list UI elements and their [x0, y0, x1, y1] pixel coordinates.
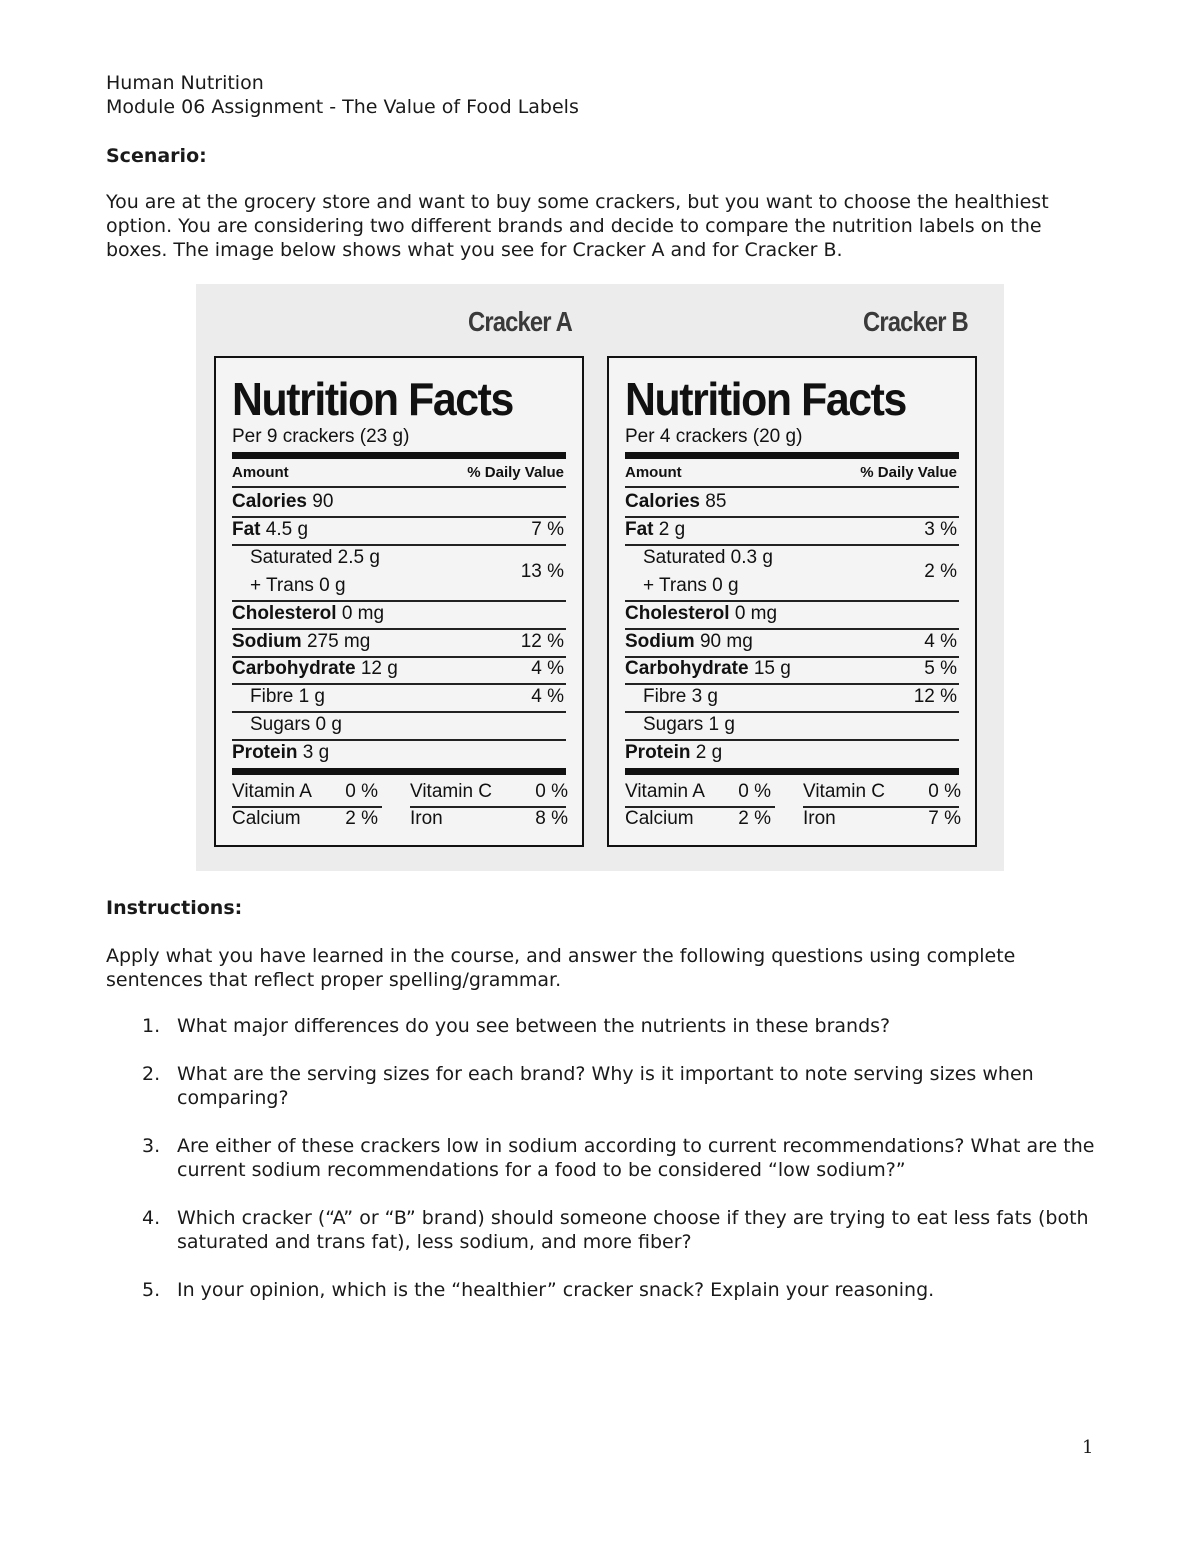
- trans-row: [250, 575, 566, 597]
- sodium-value: 275 mg: [306, 631, 371, 652]
- cholesterol-row: [625, 603, 959, 625]
- protein-row: [625, 742, 959, 764]
- carbohydrate-value: 12 g: [360, 658, 398, 679]
- question-list: [106, 1014, 1096, 1326]
- calcium-value: 2 %: [345, 808, 378, 829]
- fibre-row: [250, 686, 566, 708]
- calories-row: [232, 491, 566, 513]
- carbohydrate-label: Carbohydrate: [232, 658, 361, 679]
- cracker-a-title: Cracker A: [468, 306, 572, 337]
- trans-value: + Trans 0 g: [250, 575, 346, 596]
- trans-row: [643, 575, 959, 597]
- divider: [232, 711, 566, 713]
- iron-value: 7 %: [928, 808, 961, 829]
- question-text: What major differences do you see between the nutrients in these brands?: [177, 1015, 891, 1037]
- carbohydrate-dv: 4 %: [531, 658, 564, 679]
- divider: [625, 768, 959, 775]
- cholesterol-label: Cholesterol: [625, 603, 735, 624]
- protein-label: Protein: [232, 742, 303, 763]
- fibre-row: [643, 686, 959, 708]
- sodium-label: Sodium: [625, 631, 700, 652]
- nutrition-facts-title: Nutrition Facts: [232, 373, 513, 425]
- fat-row: [625, 519, 959, 541]
- vitamin-c-label: Vitamin C: [803, 781, 886, 802]
- sugars-value: Sugars 1 g: [643, 714, 735, 735]
- divider: [232, 486, 566, 488]
- calcium-row: [232, 808, 378, 830]
- question-item: [106, 1014, 1096, 1038]
- cholesterol-label: Cholesterol: [232, 603, 342, 624]
- cholesterol-row: [232, 603, 566, 625]
- iron-label: Iron: [410, 808, 443, 829]
- calcium-value: 2 %: [738, 808, 771, 829]
- question-text: In your opinion, which is the “healthier” cracker snack? Explain your reasoning.: [177, 1279, 935, 1301]
- sugars-value: Sugars 0 g: [250, 714, 342, 735]
- iron-row: [803, 808, 961, 830]
- course-name: Human Nutrition: [106, 72, 264, 94]
- nutrition-label-cracker-a: [214, 356, 584, 847]
- iron-label: Iron: [803, 808, 836, 829]
- calcium-label: Calcium: [232, 808, 301, 829]
- question-item: [106, 1062, 1096, 1110]
- divider: [232, 739, 566, 741]
- question-number: 3.: [142, 1135, 161, 1157]
- protein-value: 2 g: [695, 742, 723, 763]
- protein-label: Protein: [625, 742, 696, 763]
- question-item: [106, 1206, 1096, 1254]
- sodium-row: [232, 631, 566, 653]
- fat-value: 2 g: [658, 519, 686, 540]
- serving-size: Per 4 crackers (20 g): [625, 426, 803, 447]
- fat-dv: 3 %: [924, 519, 957, 540]
- question-number: 1.: [142, 1015, 161, 1037]
- cholesterol-value: 0 mg: [734, 603, 778, 624]
- vitamin-a-row: [625, 781, 771, 803]
- assignment-title: Module 06 Assignment - The Value of Food Labels: [106, 96, 579, 118]
- label-header-row: [625, 464, 959, 481]
- instructions-heading: Instructions:: [106, 897, 243, 919]
- divider: [625, 739, 959, 741]
- sat-trans-dv: 2 %: [924, 561, 957, 582]
- nutrition-labels-figure: [196, 284, 1004, 871]
- divider: [232, 768, 566, 775]
- sodium-dv: 12 %: [520, 631, 564, 652]
- cracker-b-title: Cracker B: [863, 306, 968, 337]
- vitamin-a-value: 0 %: [738, 781, 771, 802]
- daily-value-header: % Daily Value: [467, 464, 564, 481]
- protein-value: 3 g: [302, 742, 330, 763]
- serving-size: Per 9 crackers (23 g): [232, 426, 410, 447]
- fibre-dv: 4 %: [531, 686, 564, 707]
- divider: [232, 516, 566, 518]
- vitamin-c-label: Vitamin C: [410, 781, 493, 802]
- iron-value: 8 %: [535, 808, 568, 829]
- divider: [625, 486, 959, 488]
- question-number: 4.: [142, 1207, 161, 1229]
- page-number: 1: [1082, 1437, 1094, 1458]
- sugars-row: [643, 714, 959, 736]
- vitamin-c-row: [410, 781, 568, 803]
- amount-header: Amount: [625, 464, 682, 481]
- vitamin-a-label: Vitamin A: [625, 781, 705, 802]
- sodium-row: [625, 631, 959, 653]
- calories-label: Calories: [625, 491, 706, 512]
- divider: [625, 628, 959, 630]
- sodium-label: Sodium: [232, 631, 307, 652]
- saturated-row: [643, 547, 959, 569]
- sodium-dv: 4 %: [924, 631, 957, 652]
- fat-value: 4.5 g: [265, 519, 309, 540]
- scenario-heading: Scenario:: [106, 145, 207, 167]
- protein-row: [232, 742, 566, 764]
- calories-row: [625, 491, 959, 513]
- carbohydrate-value: 15 g: [753, 658, 791, 679]
- vitamin-a-row: [232, 781, 378, 803]
- iron-row: [410, 808, 568, 830]
- calcium-row: [625, 808, 771, 830]
- fibre-value: Fibre 3 g: [643, 686, 718, 707]
- calcium-label: Calcium: [625, 808, 694, 829]
- question-item: [106, 1278, 1096, 1302]
- vitamin-c-value: 0 %: [535, 781, 568, 802]
- saturated-row: [250, 547, 566, 569]
- divider: [625, 711, 959, 713]
- sugars-row: [250, 714, 566, 736]
- divider: [232, 683, 566, 685]
- divider: [625, 683, 959, 685]
- divider: [232, 544, 566, 546]
- saturated-value: Saturated 2.5 g: [250, 547, 380, 568]
- carbohydrate-row: [232, 658, 566, 680]
- divider: [232, 452, 566, 459]
- fat-label: Fat: [232, 519, 266, 540]
- vitamin-a-label: Vitamin A: [232, 781, 312, 802]
- question-text: Are either of these crackers low in sodium according to current recommendations? What are the current sodium recommendations for a food to be considered “low sodium?”: [177, 1135, 1095, 1181]
- calories-label: Calories: [232, 491, 313, 512]
- fat-dv: 7 %: [531, 519, 564, 540]
- divider: [625, 452, 959, 459]
- fat-row: [232, 519, 566, 541]
- saturated-value: Saturated 0.3 g: [643, 547, 773, 568]
- label-header-row: [232, 464, 566, 481]
- nutrition-label-cracker-b: [607, 356, 977, 847]
- vitamin-a-value: 0 %: [345, 781, 378, 802]
- trans-value: + Trans 0 g: [643, 575, 739, 596]
- divider: [232, 600, 566, 602]
- nutrition-facts-title: Nutrition Facts: [625, 373, 906, 425]
- sat-trans-dv: 13 %: [520, 561, 564, 582]
- calories-value: 85: [705, 491, 727, 512]
- carbohydrate-label: Carbohydrate: [625, 658, 754, 679]
- carbohydrate-row: [625, 658, 959, 680]
- fibre-value: Fibre 1 g: [250, 686, 325, 707]
- carbohydrate-dv: 5 %: [924, 658, 957, 679]
- question-text: What are the serving sizes for each brand? Why is it important to note serving sizes when comparing?: [177, 1063, 1034, 1109]
- instructions-paragraph: Apply what you have learned in the course, and answer the following questions using complete sentences that reflect proper spelling/grammar.: [106, 945, 1016, 991]
- daily-value-header: % Daily Value: [860, 464, 957, 481]
- divider: [625, 600, 959, 602]
- question-item: [106, 1134, 1096, 1182]
- vitamin-c-value: 0 %: [928, 781, 961, 802]
- sodium-value: 90 mg: [699, 631, 753, 652]
- cholesterol-value: 0 mg: [341, 603, 385, 624]
- question-number: 5.: [142, 1279, 161, 1301]
- question-number: 2.: [142, 1063, 161, 1085]
- vitamin-c-row: [803, 781, 961, 803]
- fat-label: Fat: [625, 519, 659, 540]
- divider: [232, 628, 566, 630]
- scenario-paragraph: You are at the grocery store and want to buy some crackers, but you want to choose the healthiest option. You are considering two different brands and decide to compare the nutrition labels on the boxes. The image below shows what you see for Cracker A and for Cracker B.: [106, 191, 1049, 261]
- divider: [625, 516, 959, 518]
- amount-header: Amount: [232, 464, 289, 481]
- divider: [625, 544, 959, 546]
- calories-value: 90: [312, 491, 334, 512]
- fibre-dv: 12 %: [913, 686, 957, 707]
- question-text: Which cracker (“A” or “B” brand) should someone choose if they are trying to eat less fats (both saturated and trans fat), less sodium, and more fiber?: [177, 1207, 1089, 1253]
